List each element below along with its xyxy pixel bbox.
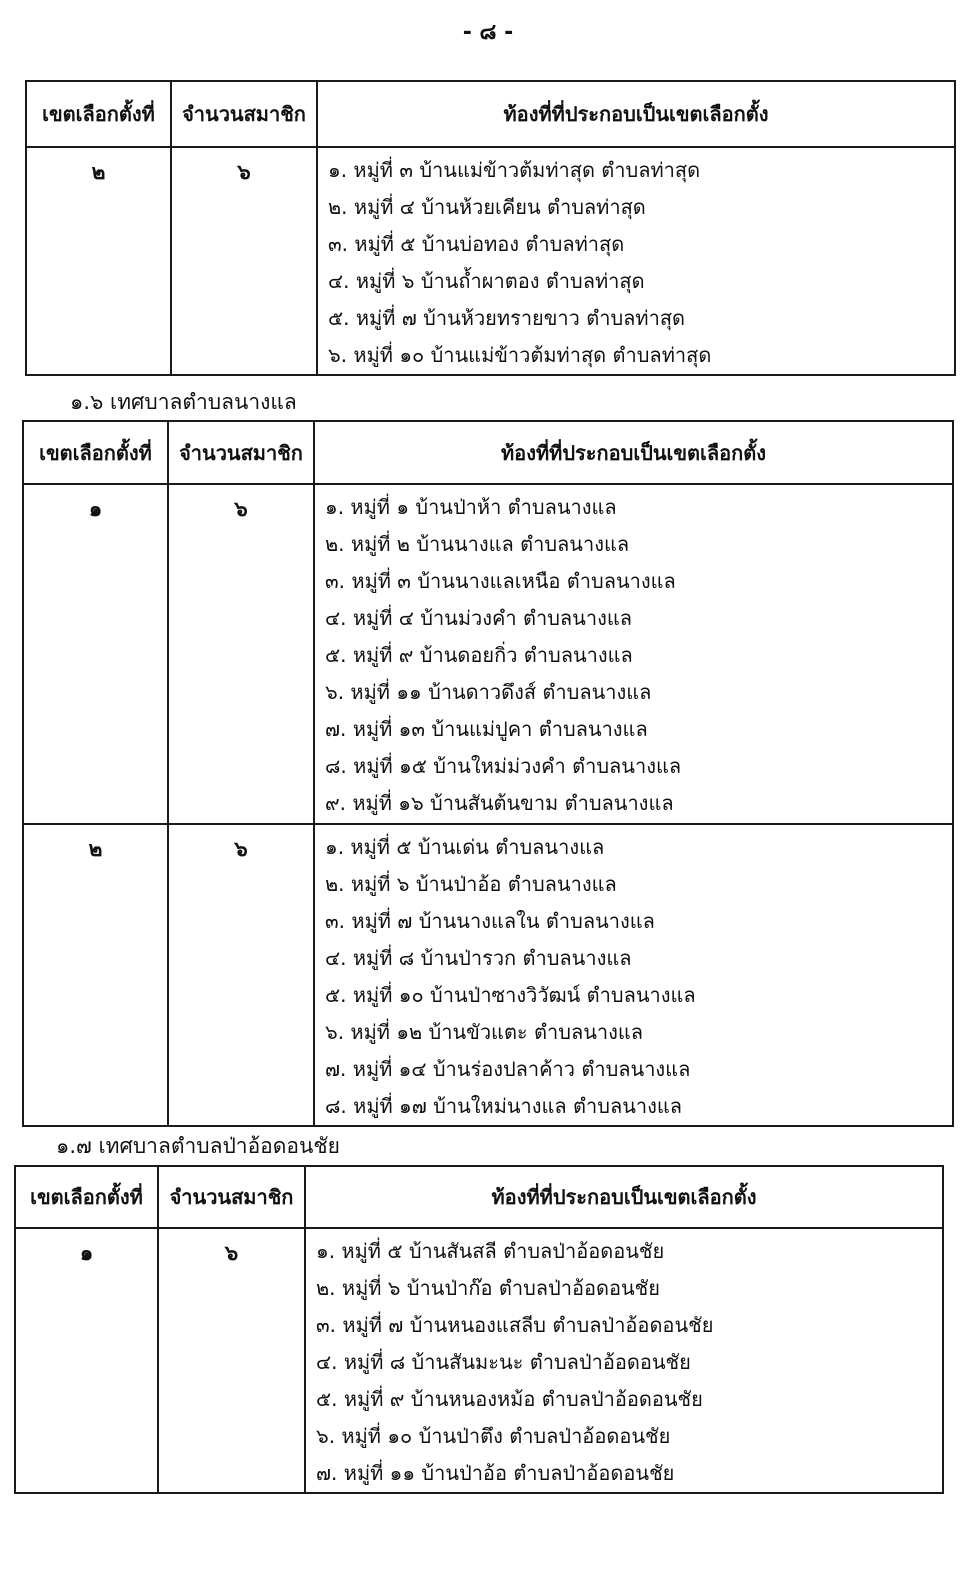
list-item: ๖. หมู่ที่ ๑๑ บ้านดาวดึงส์ ตำบลนางแล (325, 680, 652, 704)
list-item: ๒. หมู่ที่ ๖ บ้านป่าอ้อ ตำบลนางแล (325, 872, 617, 896)
list-item: ๓. หมู่ที่ ๗ บ้านหนองแสลีบ ตำบลป่าอ้อดอนชัย (316, 1313, 714, 1337)
list-item: ๑. หมู่ที่ ๕ บ้านเด่น ตำบลนางแล (325, 835, 605, 859)
list-item: ๘. หมู่ที่ ๑๗ บ้านใหม่นางแล ตำบลนางแล (325, 1094, 683, 1118)
table-row (23, 824, 953, 1126)
list-item: ๒. หมู่ที่ ๖ บ้านป่าก๊อ ตำบลป่าอ้อดอนชัย (316, 1276, 660, 1300)
list-item: ๖. หมู่ที่ ๑๐ บ้านแม่ข้าวต้มท่าสุด ตำบลท่าสุด (328, 343, 712, 367)
area-list (305, 1228, 943, 1493)
page-number: - ๘ - (462, 20, 514, 45)
zone-table-continued (25, 80, 956, 376)
list-item: ๕. หมู่ที่ ๗ บ้านห้วยทรายขาว ตำบลท่าสุด (328, 306, 686, 330)
list-item: ๔. หมู่ที่ ๖ บ้านถ้ำผาตอง ตำบลท่าสุด (328, 269, 645, 293)
header-areas: ท้องที่ที่ประกอบเป็นเขตเลือกตั้ง (314, 421, 953, 484)
area-list (314, 484, 953, 824)
table-row (23, 484, 953, 824)
list-item: ๖. หมู่ที่ ๑๒ บ้านขัวแตะ ตำบลนางแล (325, 1020, 644, 1044)
list-item: ๑. หมู่ที่ ๕ บ้านสันสลี ตำบลป่าอ้อดอนชัย (316, 1239, 665, 1263)
list-item: ๓. หมู่ที่ ๕ บ้านบ่อทอง ตำบลท่าสุด (328, 232, 625, 256)
area-list (317, 147, 955, 375)
zone-number: ๑ (15, 1228, 158, 1493)
header-zone: เขตเลือกตั้งที่ (23, 421, 168, 484)
list-item: ๔. หมู่ที่ ๘ บ้านสันมะนะ ตำบลป่าอ้อดอนชัย (316, 1350, 691, 1374)
area-list (314, 824, 953, 1126)
header-areas: ท้องที่ที่ประกอบเป็นเขตเลือกตั้ง (317, 81, 955, 147)
section-title-1-7: ๑.๗ เทศบาลตำบลป่าอ้อดอนชัย (56, 1134, 340, 1158)
header-zone: เขตเลือกตั้งที่ (26, 81, 171, 147)
list-item: ๖. หมู่ที่ ๑๐ บ้านป่าตึง ตำบลป่าอ้อดอนชัย (316, 1424, 671, 1448)
list-item: ๗. หมู่ที่ ๑๔ บ้านร่องปลาค้าว ตำบลนางแล (325, 1057, 691, 1081)
zone-number: ๒ (26, 147, 171, 375)
zone-number: ๑ (23, 484, 168, 824)
header-areas: ท้องที่ที่ประกอบเป็นเขตเลือกตั้ง (305, 1166, 943, 1228)
member-count: ๖ (171, 147, 317, 375)
list-item: ๔. หมู่ที่ ๔ บ้านม่วงคำ ตำบลนางแล (325, 606, 632, 630)
table-row (15, 1228, 943, 1493)
zone-table-paaodonchai (14, 1165, 944, 1494)
section-title-1-6: ๑.๖ เทศบาลตำบลนางแล (70, 390, 297, 414)
list-item: ๗. หมู่ที่ ๑๓ บ้านแม่ปูคา ตำบลนางแล (325, 717, 648, 741)
member-count: ๖ (158, 1228, 305, 1493)
list-item: ๒. หมู่ที่ ๔ บ้านห้วยเคียน ตำบลท่าสุด (328, 195, 646, 219)
header-zone: เขตเลือกตั้งที่ (15, 1166, 158, 1228)
list-item: ๑. หมู่ที่ ๓ บ้านแม่ข้าวต้มท่าสุด ตำบลท่าสุด (328, 158, 701, 182)
member-count: ๖ (168, 484, 314, 824)
list-item: ๙. หมู่ที่ ๑๖ บ้านสันต้นขาม ตำบลนางแล (325, 791, 674, 815)
list-item: ๒. หมู่ที่ ๒ บ้านนางแล ตำบลนางแล (325, 532, 630, 556)
header-members: จำนวนสมาชิก (171, 81, 317, 147)
list-item: ๘. หมู่ที่ ๑๕ บ้านใหม่ม่วงคำ ตำบลนางแล (325, 754, 682, 778)
member-count: ๖ (168, 824, 314, 1126)
list-item: ๔. หมู่ที่ ๘ บ้านป่ารวก ตำบลนางแล (325, 946, 632, 970)
list-item: ๕. หมู่ที่ ๑๐ บ้านป่าซางวิวัฒน์ ตำบลนางแล (325, 983, 696, 1007)
zone-number: ๒ (23, 824, 168, 1126)
list-item: ๓. หมู่ที่ ๓ บ้านนางแลเหนือ ตำบลนางแล (325, 569, 676, 593)
list-item: ๕. หมู่ที่ ๙ บ้านหนองหม้อ ตำบลป่าอ้อดอนชัย (316, 1387, 703, 1411)
header-members: จำนวนสมาชิก (168, 421, 314, 484)
list-item: ๑. หมู่ที่ ๑ บ้านป่าห้า ตำบลนางแล (325, 495, 617, 519)
header-members: จำนวนสมาชิก (158, 1166, 305, 1228)
zone-table-nanglae (22, 420, 954, 1127)
list-item: ๕. หมู่ที่ ๙ บ้านดอยกิ่ว ตำบลนางแล (325, 643, 633, 667)
list-item: ๗. หมู่ที่ ๑๑ บ้านป่าอ้อ ตำบลป่าอ้อดอนชัย (316, 1461, 675, 1485)
list-item: ๓. หมู่ที่ ๗ บ้านนางแลใน ตำบลนางแล (325, 909, 655, 933)
table-row (26, 147, 955, 375)
